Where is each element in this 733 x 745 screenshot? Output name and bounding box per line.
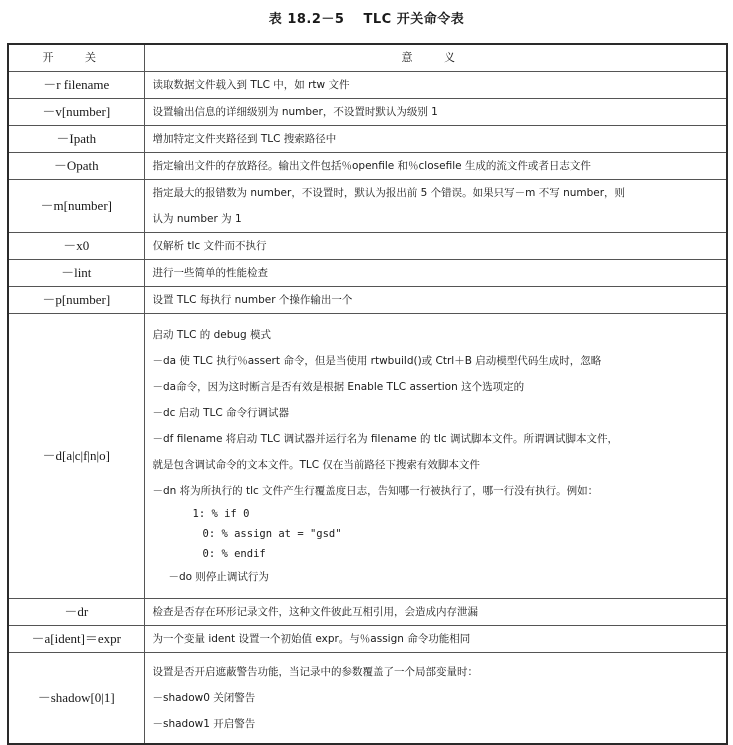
meaning-cell — [144, 314, 727, 599]
switch-cell: －dr — [8, 599, 144, 626]
meaning-line: －dc 启动 TLC 命令行调试器 — [152, 407, 290, 419]
switch-cell: －x0 — [8, 233, 144, 260]
meaning-line: 设置 TLC 每执行 number 个操作输出一个 — [152, 294, 353, 306]
meaning-line: －da 使 TLC 执行％assert 命令，但是当使用 rtwbuild()或 Ctrl＋B 启动模型代码生成时，忽略 — [152, 355, 602, 367]
meaning-line: 仅解析 tlc 文件而不执行 — [152, 240, 267, 252]
meaning-cell — [144, 626, 727, 653]
meaning-line: －shadow1 开启警告 — [152, 718, 256, 730]
meaning-line: 就是包含调试命令的文本文件。TLC 仅在当前路径下搜索有效脚本文件 — [152, 459, 480, 471]
header-meaning: 意 义 — [144, 44, 727, 72]
meaning-line: －dn 将为所执行的 tlc 文件产生行覆盖度日志，告知哪一行被执行了，哪一行没有执行。例如： — [152, 485, 599, 497]
meaning-line: －da命令，因为这时断言是否有效是根据 Enable TLC assertion 这个选项定的 — [152, 381, 525, 393]
meaning-cell — [144, 180, 727, 233]
tlc-switch-table — [7, 43, 728, 745]
switch-cell: －m[number] — [8, 180, 144, 233]
table-title: TLC 开关命令表 — [363, 12, 465, 27]
switch-cell: －Opath — [8, 153, 144, 180]
table-row — [8, 626, 727, 653]
meaning-line: 设置是否开启遮蔽警告功能，当记录中的参数覆盖了一个局部变量时： — [152, 666, 478, 678]
meaning-line: 认为 number 为 1 — [152, 213, 242, 225]
switch-cell: －v[number] — [8, 99, 144, 126]
meaning-line: 为一个变量 ident 设置一个初始值 expr。与％assign 命令功能相同 — [152, 633, 471, 645]
code-line: 0: % assign at = "gsd" — [202, 528, 342, 540]
table-row — [8, 153, 727, 180]
table-row — [8, 233, 727, 260]
table-row — [8, 260, 727, 287]
table-row — [8, 126, 727, 153]
meaning-line: －do 则停止调试行为 — [168, 571, 269, 583]
meaning-cell — [144, 153, 727, 180]
meaning-line: 进行一些简单的性能检查 — [152, 267, 268, 279]
table-row — [8, 287, 727, 314]
table-number: 表 18.2－5 — [268, 12, 345, 27]
meaning-line: 启动 TLC 的 debug 模式 — [152, 329, 272, 341]
meaning-cell — [144, 72, 727, 99]
switch-cell: －lint — [8, 260, 144, 287]
table-row — [8, 72, 727, 99]
code-line: 1: % if 0 — [192, 508, 250, 520]
switch-cell: －a[ident]＝expr — [8, 626, 144, 653]
meaning-cell — [144, 653, 727, 745]
meaning-line: －df filename 将启动 TLC 调试器并运行名为 filename 的 tlc 调试脚本文件。所谓调试脚本文件， — [152, 433, 619, 445]
switch-cell: －shadow[0|1] — [8, 653, 144, 745]
meaning-line: 增加特定文件夹路径到 TLC 搜索路径中 — [152, 133, 337, 145]
meaning-line: 指定输出文件的存放路径。输出文件包括％openfile 和％closefile 生成的流文件或者日志文件 — [152, 160, 591, 172]
switch-cell: －r filename — [8, 72, 144, 99]
meaning-line: 读取数据文件载入到 TLC 中，如 rtw 文件 — [152, 79, 350, 91]
header-switch: 开 关 — [8, 44, 144, 72]
meaning-cell — [144, 260, 727, 287]
meaning-line: 检查是否存在环形记录文件，这种文件彼此互相引用，会造成内存泄漏 — [152, 606, 478, 618]
code-line: 0: % endif — [202, 548, 266, 560]
meaning-cell — [144, 99, 727, 126]
table-row — [8, 180, 727, 233]
table-row-debug — [8, 314, 727, 599]
meaning-line: 设置输出信息的详细级别为 number，不设置时默认为级别 1 — [152, 106, 438, 118]
meaning-line: 指定最大的报错数为 number，不设置时，默认为报出前 5 个错误。如果只写－m 不写 number，则 — [152, 187, 626, 199]
table-header-row — [8, 44, 727, 72]
switch-cell: －p[number] — [8, 287, 144, 314]
table-row — [8, 599, 727, 626]
meaning-line: －shadow0 关闭警告 — [152, 692, 256, 704]
meaning-cell — [144, 126, 727, 153]
meaning-cell — [144, 233, 727, 260]
table-caption — [0, 8, 733, 27]
table-row — [8, 653, 727, 745]
meaning-cell — [144, 287, 727, 314]
switch-cell: －d[a|c|f|n|o] — [8, 314, 144, 599]
switch-cell: －Ipath — [8, 126, 144, 153]
table-row — [8, 99, 727, 126]
meaning-cell — [144, 599, 727, 626]
